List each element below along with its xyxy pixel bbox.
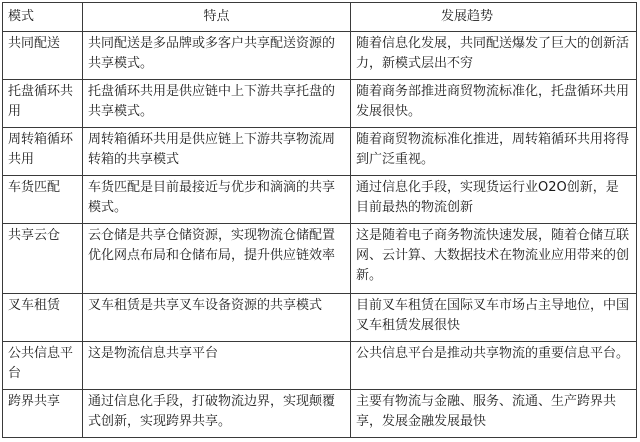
cell-trend: 随着商贸物流标准化推进，周转箱循环共用将得到广泛重视。 (351, 128, 637, 176)
table-row (3, 293, 637, 341)
cell-mode: 车货匹配 (3, 176, 83, 224)
table-row (3, 32, 637, 80)
cell-mode: 周转箱循环共用 (3, 128, 83, 176)
header-feature: 特点 (83, 3, 351, 32)
table-row (3, 224, 637, 293)
table-row (3, 176, 637, 224)
header-trend: 发展趋势 (351, 3, 637, 32)
cell-mode: 共享云仓 (3, 224, 83, 293)
table-row (3, 341, 637, 389)
cell-feature: 周转箱循环共用是供应链上下游共享物流周转箱的共享模式 (83, 128, 351, 176)
cell-trend: 随着信息化发展，共同配送爆发了巨大的创新活力，新模式层出不穷 (351, 32, 637, 80)
cell-trend: 随着商务部推进商贸物流标准化，托盘循环共用发展很快。 (351, 80, 637, 128)
table-header-row (3, 3, 637, 32)
cell-feature: 通过信息化手段，打破物流边界，实现颠覆式创新，实现跨界共享。 (83, 389, 351, 437)
table-row (3, 80, 637, 128)
cell-feature: 车货匹配是目前最接近与优步和滴滴的共享模式。 (83, 176, 351, 224)
cell-feature: 这是物流信息共享平台 (83, 341, 351, 389)
cell-mode: 托盘循环共用 (3, 80, 83, 128)
logistics-sharing-modes-table (2, 2, 637, 438)
cell-mode: 共同配送 (3, 32, 83, 80)
cell-mode: 跨界共享 (3, 389, 83, 437)
cell-trend: 通过信息化手段，实现货运行业O2O创新，是目前最热的物流创新 (351, 176, 637, 224)
header-mode: 模式 (3, 3, 83, 32)
cell-trend: 目前叉车租赁在国际叉车市场占主导地位，中国叉车租赁发展很快 (351, 293, 637, 341)
cell-mode: 叉车租赁 (3, 293, 83, 341)
table-row (3, 128, 637, 176)
cell-feature: 云仓储是共享仓储资源，实现物流仓储配置优化网点布局和仓储布局，提升供应链效率 (83, 224, 351, 293)
cell-mode: 公共信息平台 (3, 341, 83, 389)
cell-trend: 这是随着电子商务物流快速发展，随着仓储互联网、云计算、大数据技术在物流业应用带来的创新。 (351, 224, 637, 293)
cell-feature: 共同配送是多品牌或多客户共享配送资源的共享模式。 (83, 32, 351, 80)
table-row (3, 389, 637, 437)
cell-feature: 叉车租赁是共享叉车设备资源的共享模式 (83, 293, 351, 341)
cell-feature: 托盘循环共用是供应链中上下游共享托盘的共享模式。 (83, 80, 351, 128)
cell-trend: 公共信息平台是推动共享物流的重要信息平台。 (351, 341, 637, 389)
cell-trend: 主要有物流与金融、服务、流通、生产跨界共享，发展金融发展最快 (351, 389, 637, 437)
